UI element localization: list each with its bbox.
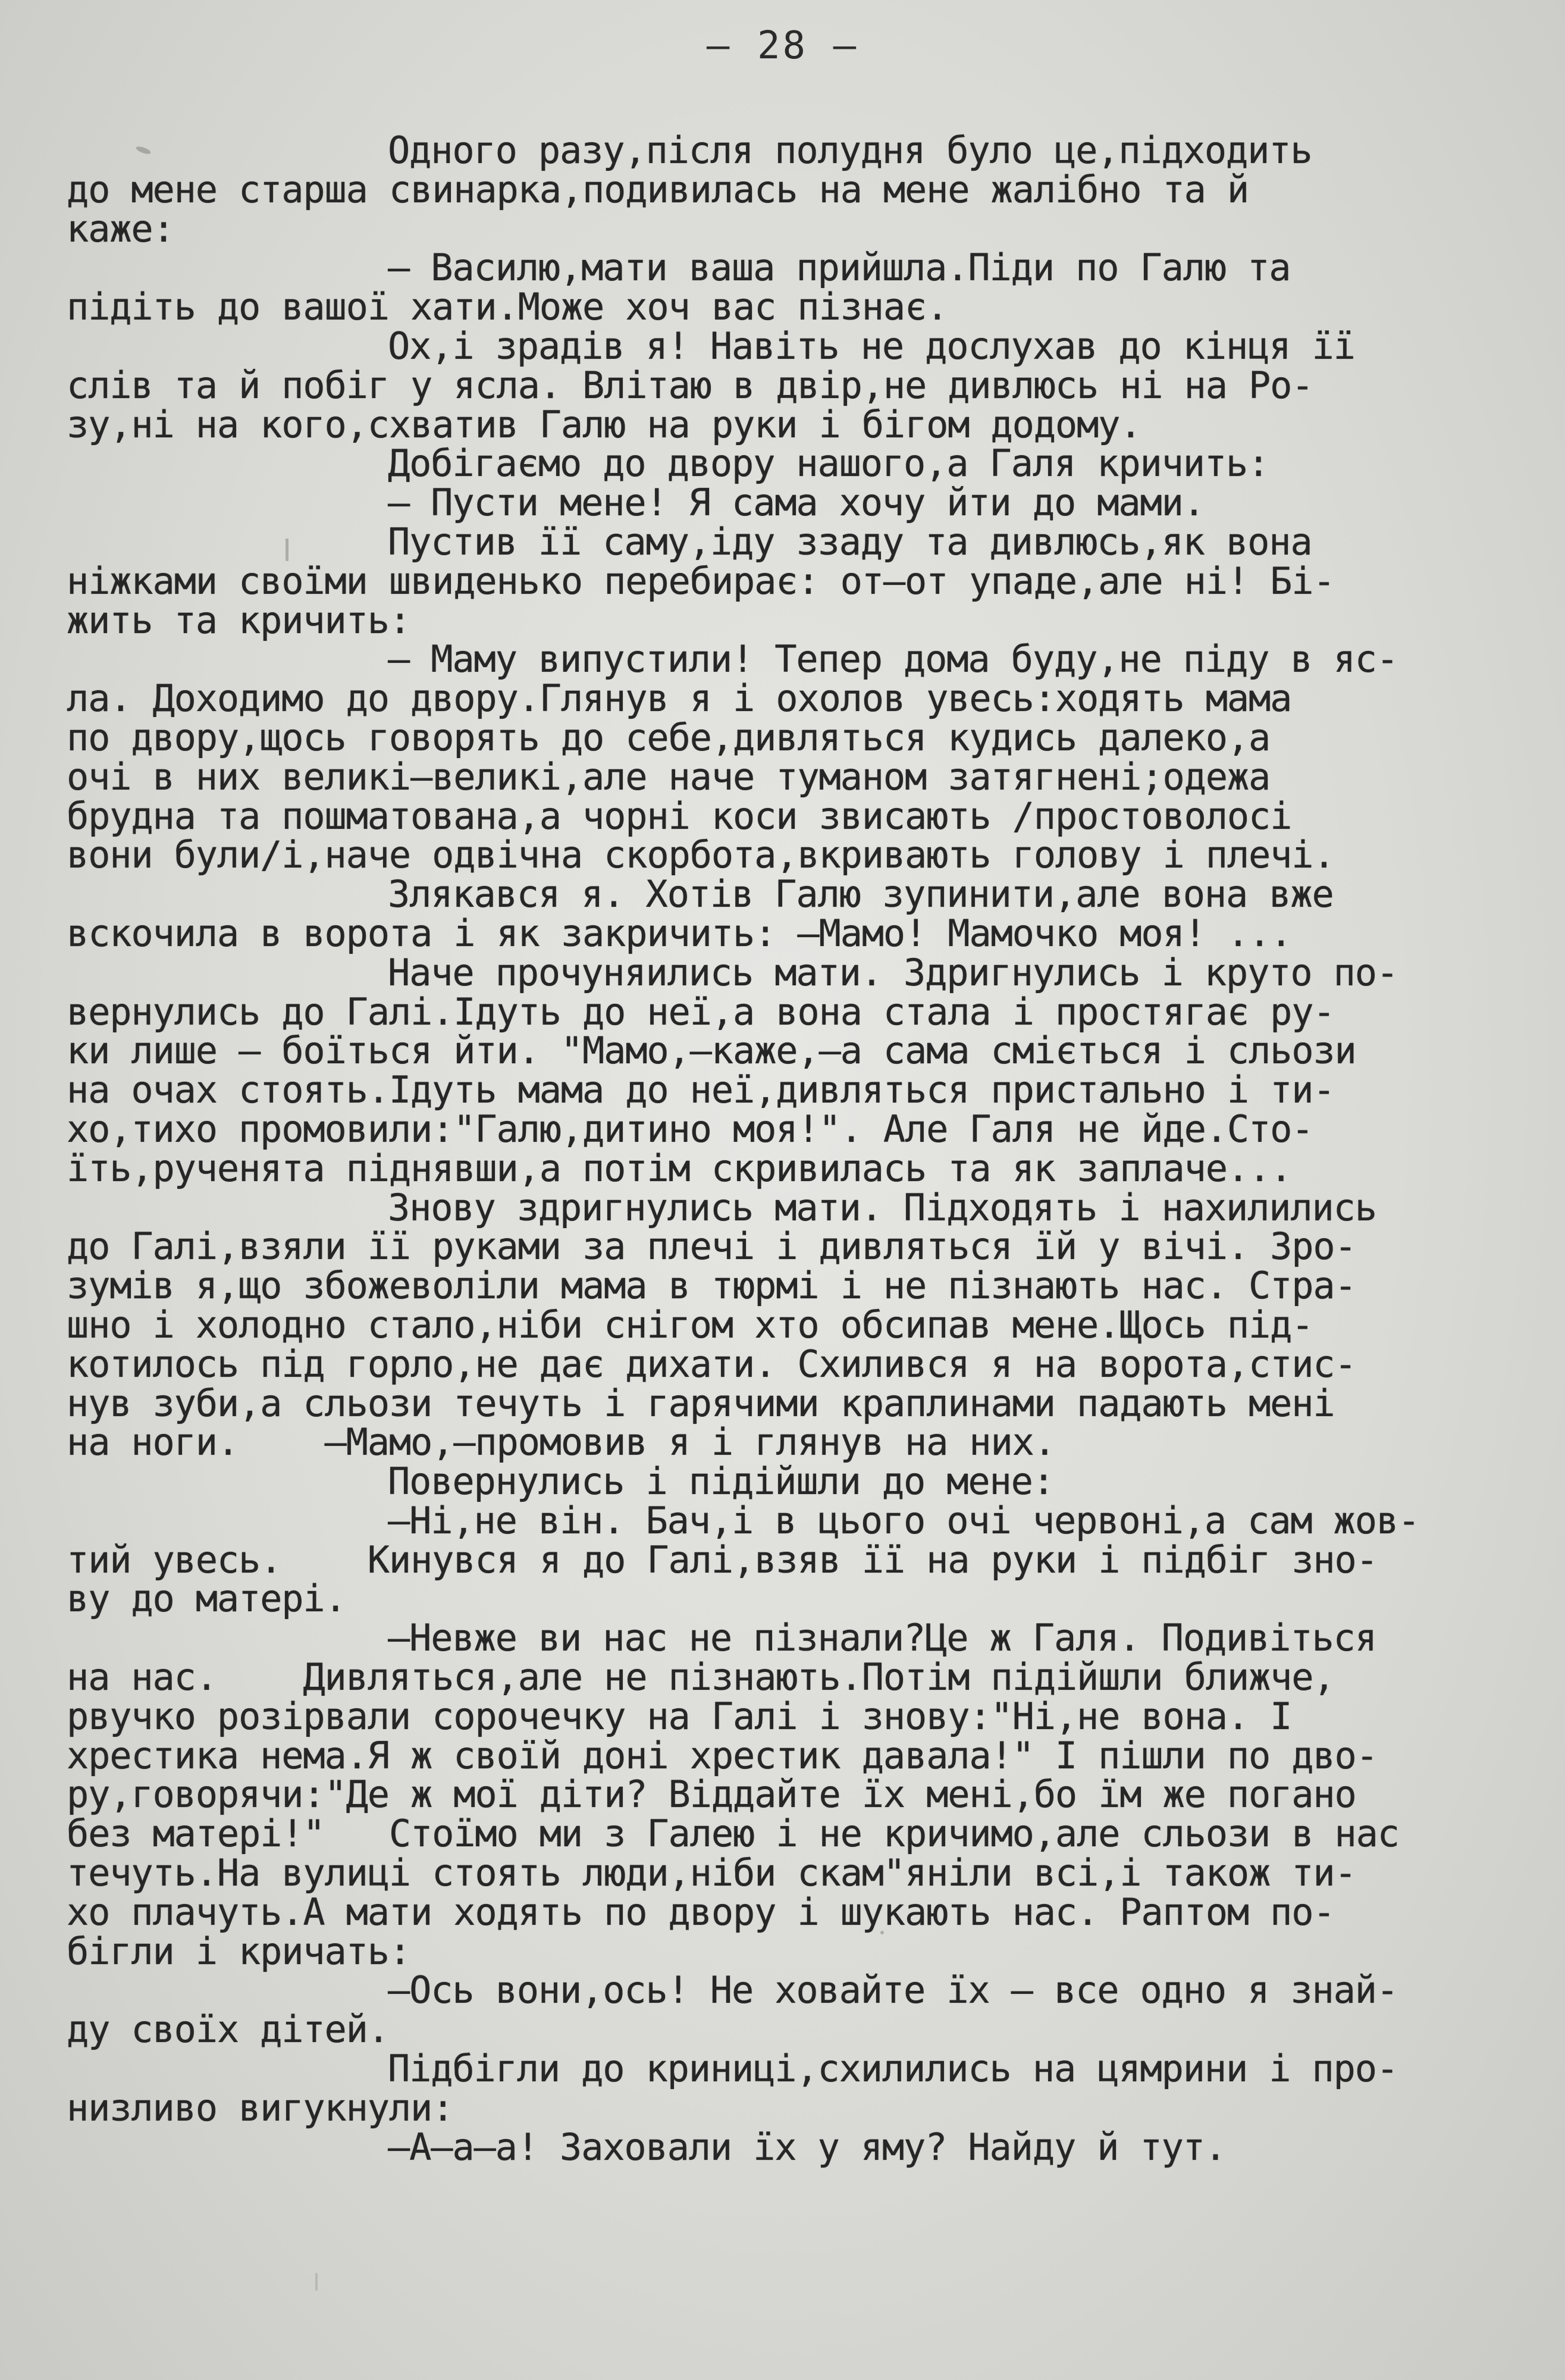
text-line: рвучко розірвали сорочечку на Галі і знову:"Ні,не вона. І [67, 1694, 1292, 1738]
text-line: – Василю,мати ваша прийшла.Піди по Галю та [388, 246, 1291, 290]
typewritten-text-body [67, 129, 1518, 2169]
text-line: до Галі,взяли її руками за плечі і дивляться їй у вічі. Зро- [67, 1225, 1356, 1269]
text-line: вскочила в ворота і як закричить: –Мамо! Мамочко моя! ... [67, 911, 1292, 955]
ink-speck [880, 1931, 884, 1934]
text-line: –А–а–а! Заховали їх у яму? Найду й тут. [388, 2125, 1226, 2169]
text-line: бігли і кричать: [67, 1929, 411, 1973]
text-line: – Маму випустили! Тепер дома буду,не піду в яс- [388, 637, 1398, 681]
text-line: ки лише – боїться йти. "Мамо,–каже,–а сама сміється і сльози [67, 1029, 1356, 1073]
text-line: без матері!" Стоїмо ми з Галею і не кричимо,але сльози в нас [67, 1812, 1399, 1856]
text-line: нув зуби,а сльози течуть і гарячими краплинами падають мені [67, 1381, 1335, 1425]
text-line: Знову здригнулись мати. Підходять і нахилились [388, 1185, 1376, 1229]
text-line: –Ось вони,ось! Не ховайте їх – все одно я знай- [388, 1968, 1398, 2012]
text-line: Добігаємо до двору нашого,а Галя кричить: [388, 441, 1269, 486]
text-line: Ох,і зрадів я! Навіть не дослухав до кінця її [388, 324, 1355, 368]
text-line: Одного разу,після полудня було це,підходить [388, 129, 1312, 172]
text-line: низливо вигукнули: [67, 2085, 454, 2130]
text-line: ніжками своїми швиденько перебирає: от–от упаде,але ні! Бі- [67, 559, 1335, 603]
text-line: Наче прочуняились мати. Здригнулись і круто по- [388, 950, 1398, 994]
ink-speck [286, 538, 288, 561]
text-line: ду своїх дітей. [67, 2008, 389, 2052]
text-line: зумів я,що збожеволіли мама в тюрмі і не пізнають нас. Стра- [67, 1264, 1356, 1308]
text-line: –Невже ви нас не пізнали?Це ж Галя. Подивіться [388, 1616, 1376, 1660]
text-line: – Пусти мене! Я сама хочу йти до мами. [388, 481, 1205, 525]
text-line: вони були/і,наче одвічна скорбота,вкривають голову і плечі. [67, 833, 1335, 877]
ink-speck [315, 2273, 318, 2291]
text-line: Повернулись і підійшли до мене: [388, 1460, 1054, 1504]
text-line: їть,рученята піднявши,а потім скривилась та як заплаче... [67, 1146, 1292, 1190]
text-line: Пустив її саму,іду ззаду та дивлюсь,як вона [388, 519, 1312, 563]
text-line: хо,тихо промовили:"Галю,дитино моя!". Але Галя не йде.Сто- [67, 1107, 1313, 1151]
text-line: на ноги. –Мамо,–промовив я і глянув на них. [67, 1420, 1055, 1464]
text-line: ву до матері. [67, 1577, 346, 1621]
text-line: вернулись до Галі.Ідуть до неї,а вона стала і простягає ру- [67, 989, 1335, 1034]
text-line: підіть до вашої хати.Може хоч вас пізнає. [67, 285, 948, 329]
text-line: зу,ні на кого,схватив Галю на руки і бігом додому. [67, 402, 1141, 446]
text-line: хо плачуть.А мати ходять по двору і шукають нас. Раптом по- [67, 1890, 1335, 1934]
text-line: котилось під горло,не дає дихати. Схилився я на ворота,стис- [67, 1342, 1356, 1386]
text-line: по двору,щось говорять до себе,дивляться кудись далеко,а [67, 715, 1271, 759]
text-line: брудна та пошматована,а чорні коси звисають /простоволосі [67, 794, 1292, 838]
text-line: шно і холодно стало,ніби снігом хто обсипав мене.Щось під- [67, 1302, 1313, 1346]
text-line: очі в них великі–великі,але наче туманом затягнені;одежа [67, 754, 1271, 798]
text-line: течуть.На вулиці стоять люди,ніби скам"яніли всі,і також ти- [67, 1851, 1356, 1895]
text-line: на очах стоять.Ідуть мама до неї,дивляться пристально і ти- [67, 1068, 1335, 1112]
text-line: тий увесь. Кинувся я до Галі,взяв її на руки і підбіг зно- [67, 1537, 1378, 1582]
page-number: – 28 – [706, 24, 859, 68]
text-line: до мене старша свинарка,подивилась на мене жалібно та й [67, 167, 1249, 211]
text-line: Злякався я. Хотів Галю зупинити,але вона вже [388, 872, 1334, 916]
text-line: слів та й побіг у ясла. Влітаю в двір,не дивлюсь ні на Ро- [67, 363, 1313, 407]
text-line: ла. Доходимо до двору.Глянув я і охолов увесь:ходять мама [67, 677, 1292, 721]
text-line: на нас. Дивляться,але не пізнають.Потім підійшли ближче, [67, 1655, 1335, 1699]
text-line: хрестика нема.Я ж своїй доні хрестик давала!" І пішли по дво- [67, 1733, 1378, 1777]
text-line: Підбігли до криниці,схилились на цямрини і про- [388, 2047, 1398, 2091]
text-line: ру,говорячи:"Де ж мої діти? Віддайте їх мені,бо їм же погано [67, 1773, 1356, 1817]
text-line: каже: [67, 206, 174, 250]
text-line: –Ні,не він. Бач,і в цього очі червоні,а сам жов- [388, 1498, 1420, 1542]
text-line: жить та кричить: [67, 598, 411, 642]
